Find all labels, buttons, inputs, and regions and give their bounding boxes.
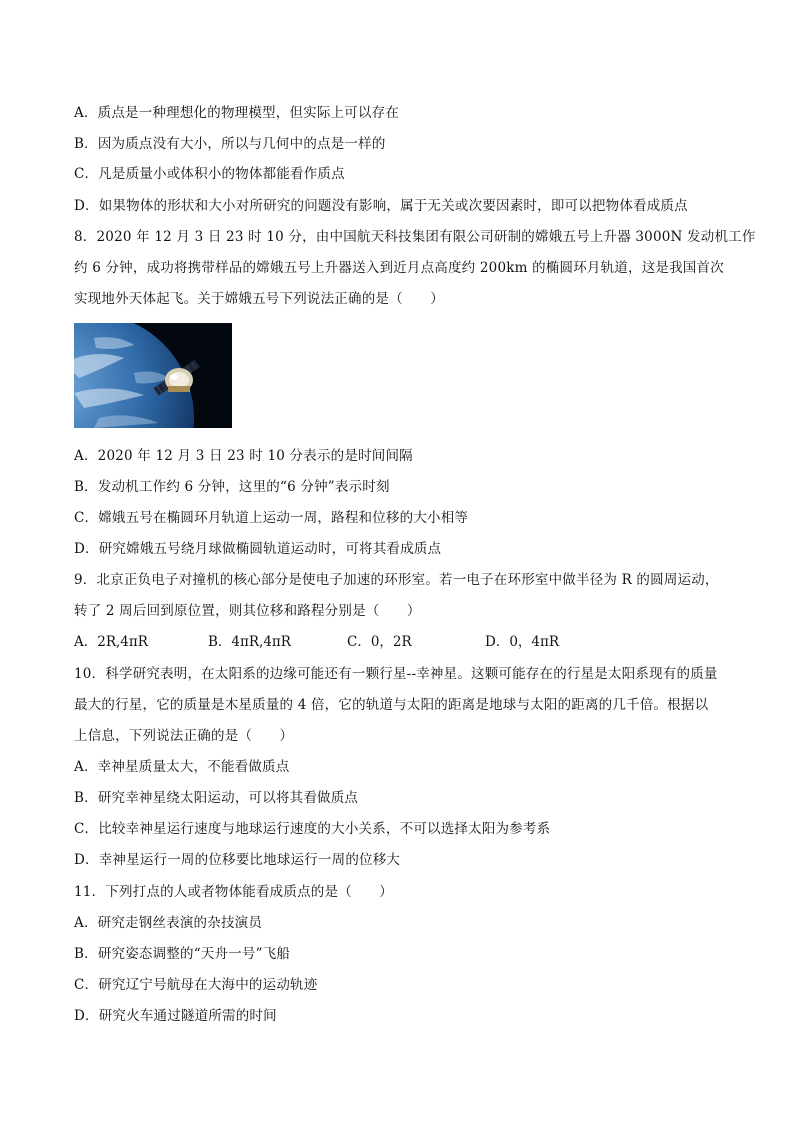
spacecraft-photo — [74, 323, 232, 428]
q7-option-a: A．质点是一种理想化的物理模型，但实际上可以存在 — [74, 105, 400, 121]
q11-option-c: C．研究辽宁号航母在大海中的运动轨迹 — [74, 977, 318, 993]
q11-option-b: B．研究姿态调整的“天舟一号”飞船 — [74, 946, 291, 962]
q8-option-a: A．2020 年 12 月 3 日 23 时 10 分表示的是时间间隔 — [74, 448, 413, 464]
q10-stem-line-1: 10．科学研究表明，在太阳系的边缘可能还有一颗行星--幸神星。这颗可能存在的行星是太阳系现有的质量 — [74, 666, 718, 682]
q10-option-c: C．比较幸神星运行速度与地球运行速度的大小关系，不可以选择太阳为参考系 — [74, 821, 551, 837]
q9-stem-line-2: 转了 2 周后回到原位置，则其位移和路程分别是（ ） — [74, 603, 421, 619]
q11-option-d: D．研究火车通过隧道所需的时间 — [74, 1008, 277, 1024]
q11-option-a: A．研究走钢丝表演的杂技演员 — [74, 915, 263, 931]
q10-option-a: A．幸神星质量太大，不能看做质点 — [74, 759, 290, 775]
q10-stem-line-2: 最大的行星，它的质量是木星质量的 4 倍，它的轨道与太阳的距离是地球与太阳的距离的几千倍。根据以 — [74, 697, 709, 713]
q7-option-d: D．如果物体的形状和大小对所研究的问题没有影响，属于无关或次要因素时，即可以把物体看成质点 — [74, 198, 688, 214]
q8-stem-line-1: 8．2020 年 12 月 3 日 23 时 10 分，由中国航天科技集团有限公司研制的嫦娥五号上升器 3000N 发动机工作 — [74, 229, 756, 245]
q8-option-d: D．研究嫦娥五号绕月球做椭圆轨道运动时，可将其看成质点 — [74, 541, 442, 557]
q8-stem-line-2: 约 6 分钟，成功将携带样品的嫦娥五号上升器送入到近月点高度约 200km 的椭圆环月轨道，这是我国首次 — [74, 260, 724, 276]
q8-stem-line-3: 实现地外天体起飞。关于嫦娥五号下列说法正确的是（ ） — [74, 291, 444, 307]
q9-options-row — [74, 632, 714, 652]
q8-option-c: C．嫦娥五号在椭圆环月轨道上运动一周，路程和位移的大小相等 — [74, 510, 469, 526]
q11-stem-line-1: 11．下列打点的人或者物体能看成质点的是（ ） — [74, 884, 393, 900]
q7-option-b: B．因为质点没有大小，所以与几何中的点是一样的 — [74, 136, 386, 152]
q8-option-b: B．发动机工作约 6 分钟，这里的“6 分钟”表示时刻 — [74, 479, 390, 495]
q9-stem-line-1: 9．北京正负电子对撞机的核心部分是使电子加速的环形室。若一电子在环形室中做半径为 R 的圆周运动， — [74, 572, 719, 588]
q10-stem-line-3: 上信息，下列说法正确的是（ ） — [74, 728, 294, 744]
q9-option-d: D．0，4πR — [485, 634, 560, 650]
q9-option-b: B．4πR,4πR — [208, 634, 291, 650]
q10-option-b: B．研究幸神星绕太阳运动，可以将其看做质点 — [74, 790, 359, 806]
q9-option-a: A．2R,4πR — [74, 634, 148, 650]
q7-option-c: C．凡是质量小或体积小的物体都能看作质点 — [74, 166, 345, 182]
q10-option-d: D．幸神星运行一周的位移要比地球运行一周的位移大 — [74, 852, 401, 868]
q9-option-c: C．0，2R — [347, 634, 412, 650]
